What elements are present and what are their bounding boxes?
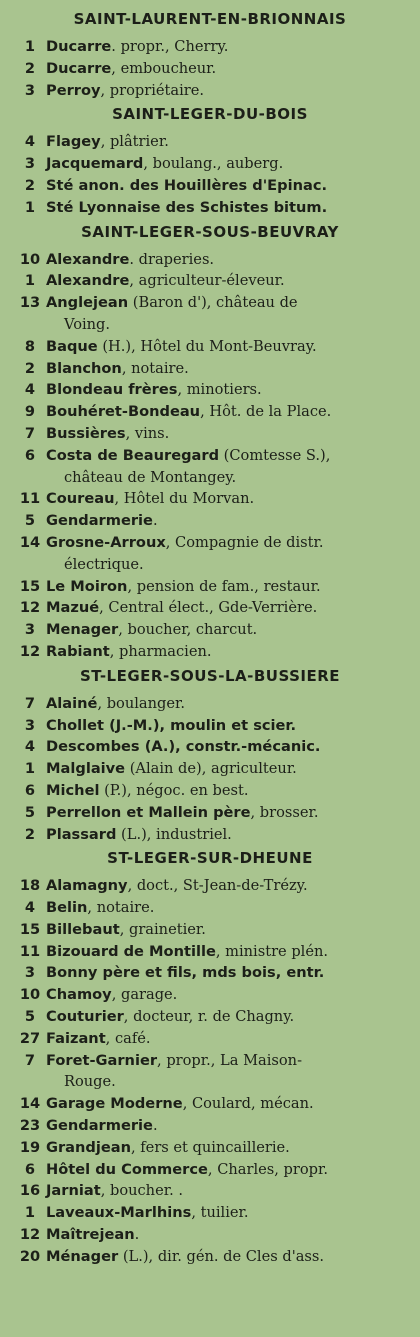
entry-text bbox=[46, 175, 406, 197]
entry-name: Bouhéret-Bondeau bbox=[46, 403, 201, 421]
entry-text bbox=[46, 532, 406, 576]
entry-name: Coureau bbox=[46, 490, 115, 508]
section-title: SAINT-LEGER-SOUS-BEUVRAY bbox=[81, 222, 339, 241]
entry-description: (L.), dir. gén. de Cles d'ass. bbox=[118, 1247, 325, 1265]
directory-entry bbox=[14, 131, 406, 153]
entry-number: 14 bbox=[19, 533, 41, 551]
entry-number: 16 bbox=[19, 1182, 41, 1200]
section-title: SAINT-LAURENT-EN-BRIONNAIS bbox=[73, 10, 347, 28]
entry-number: 4 bbox=[24, 899, 36, 917]
entry-name: Grosne-Arroux bbox=[46, 533, 166, 551]
directory-entry bbox=[14, 423, 406, 445]
entry-text bbox=[46, 597, 406, 619]
entry-name: Couturier bbox=[46, 1008, 124, 1026]
entry-text bbox=[46, 249, 406, 271]
entry-number: 14 bbox=[19, 1095, 41, 1113]
entry-text bbox=[46, 1006, 406, 1028]
entry-number: 10 bbox=[19, 250, 41, 268]
entry-text bbox=[46, 336, 406, 358]
entry-name: Perroy bbox=[46, 81, 101, 99]
entry-continuation: électrique. bbox=[64, 555, 144, 573]
directory-entry bbox=[14, 401, 406, 423]
entry-description: . propr., Cherry. bbox=[111, 38, 229, 55]
entry-description: , boulang., auberg. bbox=[143, 155, 284, 173]
entry-number: 3 bbox=[24, 81, 36, 99]
entry-number: 2 bbox=[24, 176, 36, 194]
entry-continuation: château de Montangey. bbox=[64, 468, 237, 486]
entry-description: , garage. bbox=[111, 986, 178, 1004]
entry-number: 6 bbox=[24, 446, 36, 464]
entry-number: 11 bbox=[19, 490, 41, 508]
entry-text bbox=[46, 780, 406, 802]
entry-description: (Alain de), agriculteur. bbox=[125, 760, 297, 778]
entry-name: Le Moiron bbox=[46, 577, 128, 595]
section-title: SAINT-LEGER-DU-BOIS bbox=[112, 105, 308, 124]
entry-description: , Hôt. de la Place. bbox=[200, 403, 332, 421]
entry-number: 1 bbox=[24, 38, 36, 55]
directory-entry bbox=[14, 758, 406, 780]
directory-entry bbox=[14, 153, 406, 175]
entry-name: Garage Moderne bbox=[46, 1095, 183, 1113]
directory-entry bbox=[14, 379, 406, 401]
entry-description: (Comtesse S.), bbox=[219, 446, 331, 464]
entry-text bbox=[46, 401, 406, 423]
directory-entry bbox=[14, 1202, 406, 1224]
entry-description: , Charles, propr. bbox=[207, 1160, 328, 1178]
directory-entry bbox=[14, 736, 406, 758]
directory-entry bbox=[14, 1115, 406, 1137]
entry-text bbox=[46, 619, 406, 641]
entry-description: (P.), négoc. en best. bbox=[99, 781, 249, 799]
entry-number: 7 bbox=[24, 694, 36, 712]
entry-name: Malglaive bbox=[46, 760, 126, 778]
directory-entry bbox=[14, 941, 406, 963]
entry-name: Alainé bbox=[46, 694, 98, 712]
entry-name: Jarniat bbox=[46, 1182, 101, 1200]
directory-entry bbox=[14, 1159, 406, 1181]
entry-description: , plâtrier. bbox=[100, 133, 169, 151]
entry-name: Mazué bbox=[46, 599, 100, 617]
entry-name: Bonny père et fils, mds bois, entr. bbox=[46, 964, 325, 982]
entry-number: 6 bbox=[24, 781, 36, 799]
directory-entry bbox=[14, 597, 406, 619]
entry-number: 4 bbox=[24, 133, 36, 151]
directory-entry bbox=[14, 897, 406, 919]
entry-name: Ducarre bbox=[46, 38, 112, 55]
section bbox=[14, 8, 406, 101]
entry-description: , boucher. . bbox=[100, 1182, 184, 1200]
entry-name: Flagey bbox=[46, 133, 101, 151]
entry-number: 5 bbox=[24, 1008, 36, 1026]
entry-name: Blanchon bbox=[46, 359, 122, 377]
entry-text bbox=[46, 758, 406, 780]
entry-description: , agriculteur-éleveur. bbox=[129, 272, 285, 290]
entry-description: , Coulard, mécan. bbox=[182, 1095, 314, 1113]
entry-name: Jacquemard bbox=[46, 155, 144, 173]
entry-name: Gendarmerie bbox=[46, 1117, 153, 1135]
directory-entry bbox=[14, 1180, 406, 1202]
entry-description: , pension de fam., restaur. bbox=[127, 577, 321, 595]
entry-number: 3 bbox=[24, 964, 36, 982]
entry-description: , propr., La Maison- bbox=[157, 1051, 303, 1069]
entry-number: 1 bbox=[24, 198, 36, 216]
entry-description: , notaire. bbox=[121, 359, 189, 377]
entry-text bbox=[46, 358, 406, 380]
entry-number: 4 bbox=[24, 381, 36, 399]
entry-name: Faizant bbox=[46, 1029, 106, 1047]
entry-number: 3 bbox=[24, 621, 36, 639]
entry-description: , Hôtel du Morvan. bbox=[114, 490, 255, 508]
entry-description: , boulanger. bbox=[97, 694, 185, 712]
entry-description: , tuilier. bbox=[191, 1204, 249, 1222]
directory-entry bbox=[14, 619, 406, 641]
entry-name: Bizouard de Montille bbox=[46, 942, 216, 960]
directory-entry bbox=[14, 1246, 406, 1268]
directory-entry bbox=[14, 488, 406, 510]
entry-text bbox=[46, 292, 406, 336]
entry-description: , brosser. bbox=[250, 803, 319, 821]
directory-entry bbox=[14, 780, 406, 802]
directory-entry bbox=[14, 292, 406, 336]
section-title: ST-LEGER-SUR-DHEUNE bbox=[107, 849, 313, 868]
entry-text bbox=[46, 919, 406, 941]
entry-number: 6 bbox=[24, 1160, 36, 1178]
entry-text bbox=[46, 445, 406, 489]
entry-text bbox=[46, 897, 406, 919]
entry-text bbox=[46, 80, 406, 102]
entry-description: , Compagnie de distr. bbox=[165, 533, 324, 551]
entry-name: Blondeau frères bbox=[46, 381, 178, 399]
entry-text bbox=[46, 1159, 406, 1181]
entry-name: Maîtrejean bbox=[46, 1226, 135, 1244]
entry-number: 10 bbox=[19, 986, 41, 1004]
entry-name: Menager bbox=[46, 621, 119, 639]
entry-text bbox=[46, 962, 406, 984]
entry-description: (L.), industriel. bbox=[116, 825, 232, 843]
directory-entry bbox=[14, 510, 406, 532]
entry-name: Billebaut bbox=[46, 920, 120, 938]
directory-entry bbox=[14, 1137, 406, 1159]
directory-entry bbox=[14, 1093, 406, 1115]
entry-number: 7 bbox=[24, 424, 36, 442]
directory-entry bbox=[14, 875, 406, 897]
entry-name: Belin bbox=[46, 899, 88, 917]
directory-entry bbox=[14, 984, 406, 1006]
entry-description: . bbox=[134, 1226, 140, 1244]
entry-text bbox=[46, 984, 406, 1006]
entry-name: Sté anon. des Houillères d'Epinac. bbox=[46, 176, 328, 194]
entry-number: 2 bbox=[24, 359, 36, 377]
entry-name: Rabiant bbox=[46, 642, 110, 660]
entry-name: Bussières bbox=[46, 424, 126, 442]
entry-number: 12 bbox=[19, 1226, 41, 1244]
entry-text bbox=[46, 715, 406, 737]
entry-text bbox=[46, 941, 406, 963]
entry-name: Michel bbox=[46, 781, 100, 799]
directory-entry bbox=[14, 80, 406, 102]
entry-number: 8 bbox=[24, 337, 36, 355]
directory-entry bbox=[14, 36, 406, 58]
entry-name: Alexandre bbox=[46, 272, 130, 290]
directory-entry bbox=[14, 532, 406, 576]
directory-entry bbox=[14, 58, 406, 80]
entry-number: 23 bbox=[19, 1117, 41, 1135]
entry-description: , pharmacien. bbox=[109, 642, 212, 660]
entry-name: Chollet (J.-M.), moulin et scier. bbox=[46, 716, 297, 734]
entry-description: , ministre plén. bbox=[215, 942, 328, 960]
section bbox=[14, 221, 406, 663]
entry-number: 15 bbox=[19, 920, 41, 938]
directory-entry bbox=[14, 1050, 406, 1094]
entry-text bbox=[46, 802, 406, 824]
entry-description: . bbox=[152, 1117, 158, 1135]
entry-number: 4 bbox=[24, 738, 36, 756]
entry-text bbox=[46, 1115, 406, 1137]
directory-entry bbox=[14, 962, 406, 984]
entry-description: , Central élect., Gde-Verrière. bbox=[99, 599, 318, 617]
entry-name: Descombes (A.), constr.-mécanic. bbox=[46, 738, 321, 756]
entry-text bbox=[46, 270, 406, 292]
section bbox=[14, 103, 406, 218]
entry-text bbox=[46, 641, 406, 663]
entry-description: . draperies. bbox=[129, 250, 215, 268]
entry-text bbox=[46, 153, 406, 175]
entry-number: 27 bbox=[19, 1029, 41, 1047]
entry-text bbox=[46, 423, 406, 445]
entry-number: 9 bbox=[24, 403, 36, 421]
section bbox=[14, 847, 406, 1267]
entry-number: 3 bbox=[24, 155, 36, 173]
directory-entry bbox=[14, 1224, 406, 1246]
entry-text bbox=[46, 36, 406, 58]
entry-text bbox=[46, 197, 406, 219]
entry-name: Ménager bbox=[46, 1247, 119, 1265]
entry-number: 3 bbox=[24, 716, 36, 734]
entry-description: (H.), Hôtel du Mont-Beuvray. bbox=[97, 337, 317, 355]
entry-name: Foret-Garnier bbox=[46, 1051, 158, 1069]
entry-continuation: Voing. bbox=[64, 315, 111, 333]
directory-entry bbox=[14, 802, 406, 824]
entry-number: 7 bbox=[24, 1051, 36, 1069]
section bbox=[14, 665, 406, 846]
entry-name: Laveaux-Marlhins bbox=[46, 1204, 192, 1222]
directory-entry bbox=[14, 641, 406, 663]
directory-entry bbox=[14, 445, 406, 489]
entry-name: Plassard bbox=[46, 825, 117, 843]
entry-name: Alamagny bbox=[46, 877, 128, 895]
directory-entry bbox=[14, 249, 406, 271]
directory-entry bbox=[14, 1006, 406, 1028]
entry-number: 12 bbox=[19, 599, 41, 617]
directory-entry bbox=[14, 919, 406, 941]
entry-description: , emboucheur. bbox=[111, 59, 217, 77]
entry-description: , doct., St-Jean-de-Trézy. bbox=[127, 877, 308, 895]
entry-text bbox=[46, 1180, 406, 1202]
entry-description: , grainetier. bbox=[119, 920, 206, 938]
entry-text bbox=[46, 510, 406, 532]
entry-description: . bbox=[152, 512, 158, 530]
entry-text bbox=[46, 379, 406, 401]
entry-text bbox=[46, 1050, 406, 1094]
entry-number: 19 bbox=[19, 1138, 41, 1156]
entry-text bbox=[46, 824, 406, 846]
entry-name: Perrellon et Mallein père bbox=[46, 803, 251, 821]
entry-text bbox=[46, 1202, 406, 1224]
entry-text bbox=[46, 488, 406, 510]
entry-number: 15 bbox=[19, 577, 41, 595]
section-title: ST-LEGER-SOUS-LA-BUSSIERE bbox=[79, 666, 341, 685]
entry-name: Alexandre bbox=[46, 250, 130, 268]
entry-name: Ducarre bbox=[46, 59, 112, 77]
entry-name: Grandjean bbox=[46, 1138, 131, 1156]
entry-text bbox=[46, 1137, 406, 1159]
directory-entry bbox=[14, 824, 406, 846]
entry-description: , notaire. bbox=[87, 899, 155, 917]
directory-entry bbox=[14, 197, 406, 219]
directory-entry bbox=[14, 1028, 406, 1050]
entry-number: 20 bbox=[19, 1247, 41, 1265]
entry-name: Sté Lyonnaise des Schistes bitum. bbox=[46, 198, 328, 216]
entry-text bbox=[46, 736, 406, 758]
entry-name: Baque bbox=[46, 337, 98, 355]
entry-name: Gendarmerie bbox=[46, 512, 153, 530]
entry-number: 5 bbox=[24, 803, 36, 821]
directory-entry bbox=[14, 270, 406, 292]
entry-text bbox=[46, 131, 406, 153]
entry-text bbox=[46, 576, 406, 598]
entry-name: Anglejean bbox=[46, 294, 129, 312]
directory-entry bbox=[14, 576, 406, 598]
entry-text bbox=[46, 1246, 406, 1268]
entry-description: , vins. bbox=[125, 424, 170, 442]
entry-description: (Baron d'), château de bbox=[128, 294, 298, 312]
entry-description: , boucher, charcut. bbox=[118, 621, 258, 639]
directory-entry bbox=[14, 358, 406, 380]
entry-description: , propriétaire. bbox=[100, 81, 205, 99]
entry-number: 5 bbox=[24, 512, 36, 530]
directory-entry bbox=[14, 336, 406, 358]
entry-text bbox=[46, 875, 406, 897]
entry-description: , docteur, r. de Chagny. bbox=[123, 1008, 295, 1026]
directory-entry bbox=[14, 693, 406, 715]
entry-description: , minotiers. bbox=[177, 381, 262, 399]
entry-name: Chamoy bbox=[46, 986, 112, 1004]
entry-number: 18 bbox=[19, 877, 41, 895]
entry-number: 1 bbox=[24, 272, 36, 290]
entry-number: 1 bbox=[24, 1204, 36, 1222]
directory-entry bbox=[14, 715, 406, 737]
entry-text bbox=[46, 1028, 406, 1050]
entry-text bbox=[46, 58, 406, 80]
entry-number: 2 bbox=[24, 59, 36, 77]
entry-text bbox=[46, 1093, 406, 1115]
entry-number: 1 bbox=[24, 760, 36, 778]
entry-text bbox=[46, 1224, 406, 1246]
entry-description: , café. bbox=[105, 1029, 151, 1047]
entry-number: 12 bbox=[19, 642, 41, 660]
entry-number: 13 bbox=[19, 294, 41, 312]
entry-name: Hôtel du Commerce bbox=[46, 1160, 208, 1178]
entry-name: Costa de Beauregard bbox=[46, 446, 220, 464]
entry-text bbox=[46, 693, 406, 715]
directory-entry bbox=[14, 175, 406, 197]
entry-number: 2 bbox=[24, 825, 36, 843]
entry-continuation: Rouge. bbox=[64, 1073, 116, 1091]
entry-description: , fers et quincaillerie. bbox=[131, 1138, 290, 1156]
entry-number: 11 bbox=[19, 942, 41, 960]
